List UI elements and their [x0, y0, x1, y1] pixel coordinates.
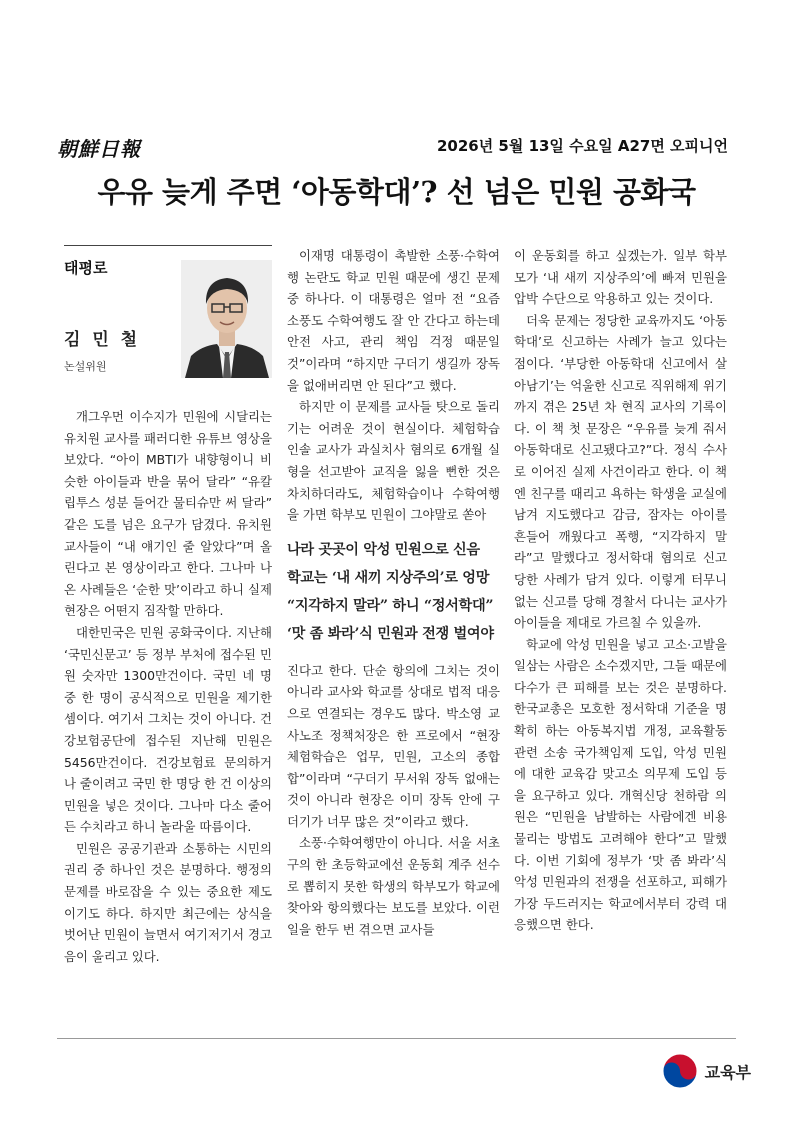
pull-quote-line: 나라 곳곳이 악성 민원으로 신음 [287, 541, 480, 558]
article-column-1 [64, 245, 272, 967]
author-role: 논설위원 [64, 360, 107, 373]
dateline: 2026년 5월 13일 수요일 A27면 오피니언 [436, 137, 728, 155]
paragraph: 이재명 대통령이 촉발한 소풍·수학여행 논란도 학교 민원 때문에 생긴 문제 중 하나다. 이 대통령은 얼마 전 “요즘 소풍도 수학여행도 잘 안 간다고 하는데 안전 사고, 관리 책임 걱정 때문일 것”이라며 “하지만 구더기 생길까 장독을 없애버리면 안 된다”고 했다. [287, 248, 500, 393]
paragraph: 학교에 악성 민원을 넣고 고소·고발을 일삼는 사람은 소수겠지만, 그들 때문에 다수가 큰 피해를 보는 것은 분명하다. 한국교총은 모호한 정서학대 기준을 명확히 하는 아동복지법 개정, 교육활동 관련 소송 국가책임제 도입, 악성 민원에 대한 교육감 맞고소 의무제 도입 등을 요구하고 있다. 개혁신당 천하람 의원은 “민원을 남발하는 사람에겐 비용 물리는 방법도 고려해야 한다”고 말했다. 이번 기회에 정부가 ‘맛 좀 봐라’식 악성 민원과의 전쟁을 선포하고, 피해가 가장 두드러지는 학교에서부터 강력 대응했으면 한다. [514, 636, 727, 933]
article-column-2 [287, 245, 500, 940]
paragraph: 소풍·수학여행만이 아니다. 서울 서초구의 한 초등학교에선 운동회 계주 선수로 뽑히지 못한 학생의 학부모가 학교에 찾아와 항의했다는 보도를 보았다. 이런 일을 한두 번 겪으면 교사들 [287, 835, 500, 937]
paragraph: 이 운동회를 하고 싶겠는가. 일부 학부모가 ‘내 새끼 지상주의’에 빠져 민원을 압박 수단으로 악용하고 있는 것이다. [514, 248, 727, 307]
paragraph: 민원은 공공기관과 소통하는 시민의 권리 중 하나인 것은 분명하다. 행정의 문제를 바로잡을 수 있는 중요한 제도이기도 하다. 하지만 최근에는 상식을 벗어난 민원이 늘면서 여기저기서 경고음이 울리고 있다. [64, 840, 272, 964]
pull-quote [287, 536, 500, 648]
author-portrait-icon [181, 260, 272, 378]
newspaper-masthead: 朝鮮日報 [57, 137, 141, 161]
byline-box [64, 245, 272, 406]
paragraph: 더욱 문제는 정당한 교육까지도 ‘아동학대’로 신고하는 사례가 늘고 있다는 점이다. ‘부당한 아동학대 신고에서 살아남기’는 억울한 신고로 직위해제 위기까지 겪은 25년 차 현직 교사의 기록이다. 이 책 첫 문장은 “우유를 늦게 줘서 아동학대로 신고됐다고?”다. 정식 수사로 이어진 실제 사건이라고 한다. 이 책엔 친구를 때리고 욕하는 학생을 교실에 남겨 지도했다고 감금, 잠자는 아이를 흔들어 깨웠다고 폭행, “지각하지 말라”고 말했다고 정서학대 혐의로 신고당한 사례가 담겨 있다. 이렇게 터무니없는 신고를 당해 경찰서 다니는 교사가 아이들을 제대로 가르칠 수 있을까. [514, 312, 727, 631]
pull-quote-line: ‘맛 좀 봐라’식 민원과 전쟁 벌여야 [287, 625, 494, 642]
footer-divider [57, 1038, 736, 1039]
paragraph: 진다고 한다. 단순 항의에 그치는 것이 아니라 교사와 학교를 상대로 법적 대응으로 연결되는 경우도 많다. 박소영 교사노조 정책처장은 한 프로에서 “현장체험학습은 업무, 민원, 고소의 종합 합”이라며 “구더기 무서워 장독 없애는 것이 아니라 현장은 이미 장독 안에 구더기가 너무 많은 것”이라고 했다. [287, 662, 500, 829]
taegeuk-icon [661, 1052, 699, 1090]
pull-quote-line: 학교는 ‘내 새끼 지상주의’로 엉망 [287, 569, 490, 586]
paragraph: 개그우먼 이수지가 민원에 시달리는 유치원 교사를 패러디한 유튜브 영상을 보았다. “아이 MBTI가 내향형이니 비슷한 아이들과 반을 묶어 달라” “유칼립투스 성분 들어간 물티슈만 써 달라” 같은 도를 넘은 요구가 담겼다. 유치원 교사들이 “내 얘기인 줄 알았다”며 올린다고 본 영상이라고 한다. 그나마 나온 사례들은 ‘순한 맛’이라고 하니 실제 현장은 어떤지 짐작할 만하다. [64, 409, 272, 619]
headline: 우유 늦게 주면 ‘아동학대’? 선 넘은 민원 공화국 [97, 175, 696, 209]
column-label: 태평로 [64, 259, 108, 277]
ministry-logo [661, 1052, 751, 1090]
author-photo [181, 260, 272, 378]
author-name: 김 민 철 [64, 330, 141, 350]
article-column-3 [514, 245, 727, 936]
paragraph: 대한민국은 민원 공화국이다. 지난해 ‘국민신문고’ 등 정부 부처에 접수된 민원 숫자만 1300만건이다. 국민 네 명 중 한 명이 공식적으로 민원을 제기한 셈이다. 여기서 그치는 것이 아니다. 건강보험공단에 접수된 지난해 민원은 5456만건이다. 건강보험료 문의하거나 줄이려고 국민 한 명당 한 건 이상의 민원을 넣은 것이다. 그나마 다소 줄어든 수치라고 하니 놀라울 따름이다. [64, 624, 272, 835]
ministry-name: 교육부 [704, 1062, 751, 1082]
pull-quote-line: “지각하지 말라” 하니 “정서학대” [287, 597, 494, 614]
paragraph: 하지만 이 문제를 교사들 탓으로 돌리기는 어려운 것이 현실이다. 체험학습 인솔 교사가 과실치사 혐의로 6개월 실형을 선고받아 교직을 잃을 뻔한 것은 차치하더라도, 체험학습이나 수학여행을 가면 학부모 민원이 그야말로 쏟아 [287, 399, 500, 523]
